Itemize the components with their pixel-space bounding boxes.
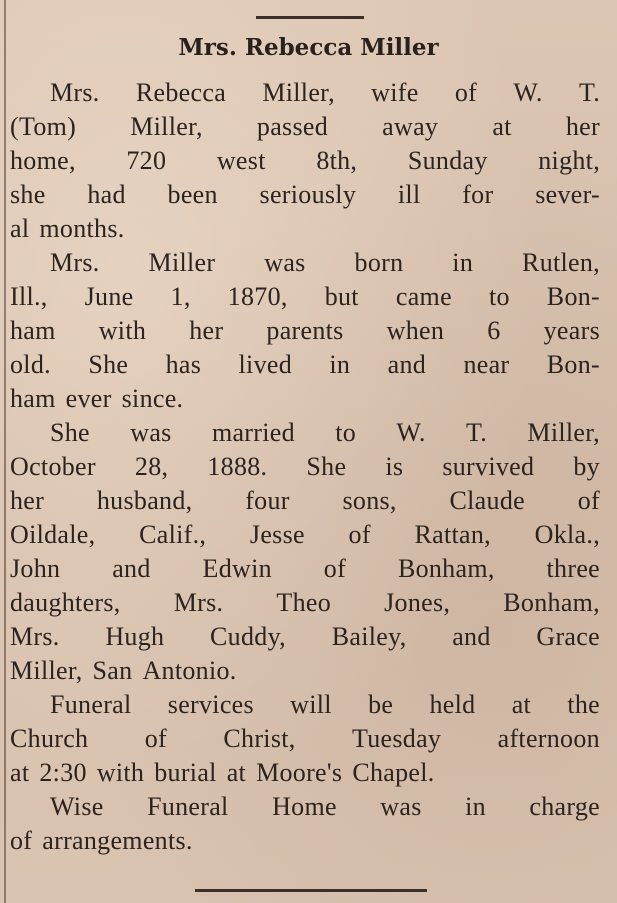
text-line: her husband, four sons, Claude of	[10, 486, 600, 515]
text-line: Funeral services will be held at the	[50, 690, 600, 719]
bottom-divider-rule	[195, 889, 427, 892]
text-line: (Tom) Miller, passed away at her	[10, 112, 600, 141]
paragraph	[10, 688, 600, 790]
text-line: Mrs. Hugh Cuddy, Bailey, and Grace	[10, 622, 600, 651]
text-line: ham with her parents when 6 years	[10, 316, 600, 345]
text-line: She was married to W. T. Miller,	[50, 418, 600, 447]
text-line: Wise Funeral Home was in charge	[50, 792, 600, 821]
text-line: daughters, Mrs. Theo Jones, Bonham,	[10, 588, 600, 617]
text-line: she had been seriously ill for sever-	[10, 180, 600, 209]
paragraph	[10, 246, 600, 416]
paragraph	[10, 416, 600, 688]
obituary-headline: Mrs. Rebecca Miller	[178, 34, 439, 61]
text-line: home, 720 west 8th, Sunday night,	[10, 146, 600, 175]
clipping-left-border	[4, 0, 6, 903]
text-line: Mrs. Rebecca Miller, wife of W. T.	[50, 78, 600, 107]
text-line: ham ever since.	[10, 384, 184, 413]
text-line: at 2:30 with burial at Moore's Chapel.	[10, 758, 435, 787]
paragraph	[10, 76, 600, 246]
text-line: John and Edwin of Bonham, three	[10, 554, 600, 583]
text-line: Mrs. Miller was born in Rutlen,	[50, 248, 600, 277]
paragraph	[10, 790, 600, 858]
text-line: of arrangements.	[10, 826, 193, 855]
text-line: Ill., June 1, 1870, but came to Bon-	[10, 282, 600, 311]
top-divider-rule	[256, 16, 364, 19]
text-line: Miller, San Antonio.	[10, 656, 237, 685]
text-line: Oildale, Calif., Jesse of Rattan, Okla.,	[10, 520, 600, 549]
text-line: Church of Christ, Tuesday afternoon	[10, 724, 600, 753]
text-line: October 28, 1888. She is survived by	[10, 452, 600, 481]
obituary-body	[10, 76, 600, 858]
text-line: old. She has lived in and near Bon-	[10, 350, 600, 379]
text-line: al months.	[10, 214, 125, 243]
